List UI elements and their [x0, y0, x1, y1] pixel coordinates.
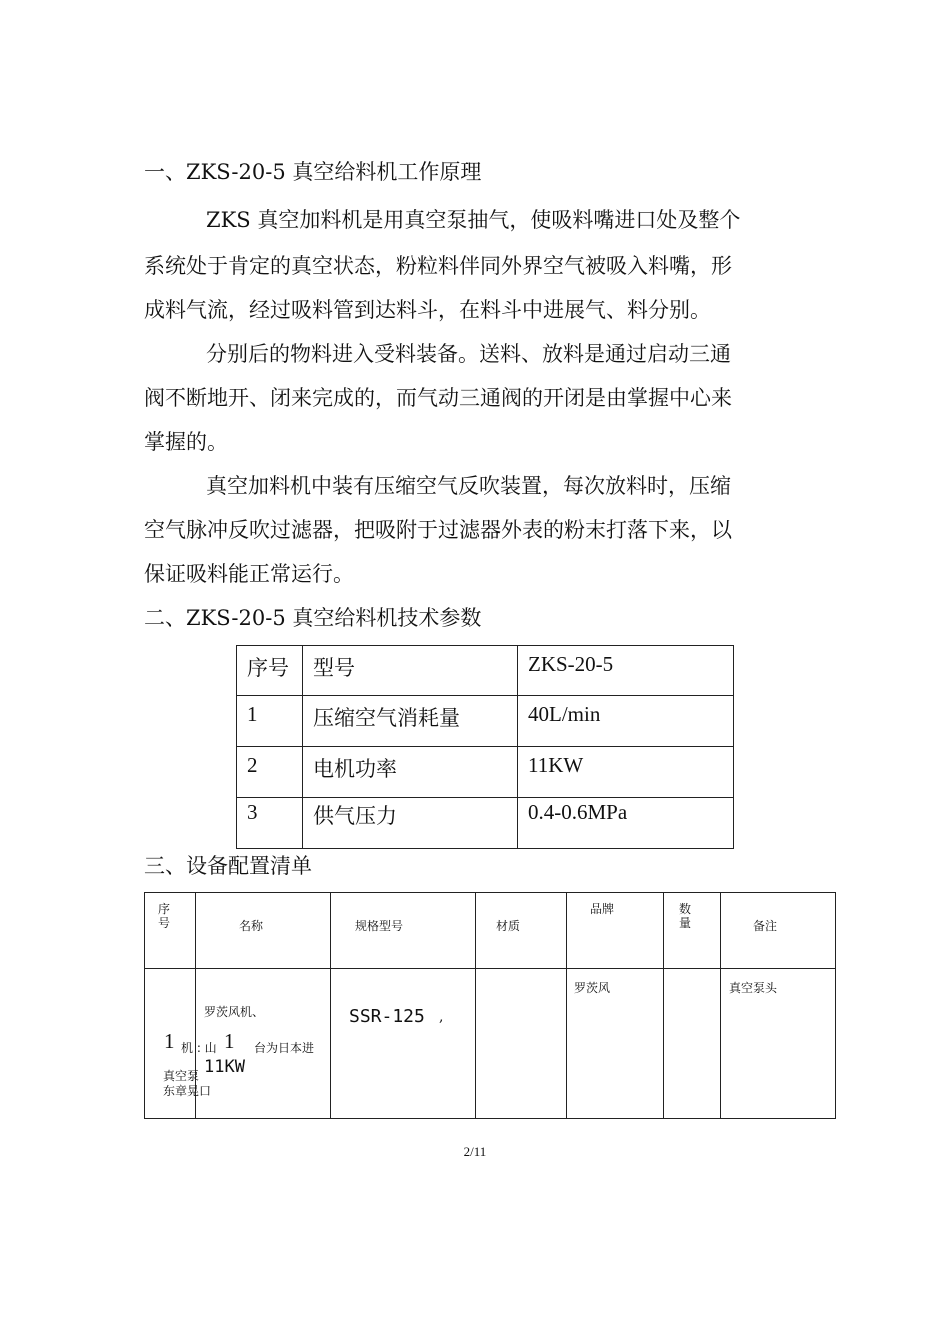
spec-table: [236, 645, 734, 849]
spec-row1-value: 40L/min: [518, 696, 734, 747]
config-row1-remark: 真空泵头: [729, 981, 778, 995]
config-header-model-text: 规格型号: [355, 919, 404, 933]
config-header-qty: [664, 893, 721, 969]
section-title-1: 一、ZKS-20-5 真空给料机工作原理: [144, 160, 482, 184]
config-row1-model: SSR-125: [349, 1006, 425, 1027]
spec-header-seq: 序号: [237, 646, 303, 696]
config-header-seq: [145, 893, 196, 969]
config-header-seq-1: 序: [158, 902, 171, 916]
config-table: [144, 892, 836, 1119]
para1-line1: ZKS 真空加料机是用真空泵抽气，使吸料嘴进口处及整个: [206, 208, 741, 232]
para3-line1: 真空加料机中装有压缩空气反吹装置，每次放料时，压缩: [206, 474, 731, 498]
config-row1-name-power: 11KW: [204, 1057, 245, 1077]
config-row1-model-cell: [331, 969, 476, 1119]
config-row1-name-note: 台为日本进: [254, 1041, 315, 1055]
config-row1-brand: 罗茨风: [574, 981, 611, 995]
config-header-model: [331, 893, 476, 969]
config-header-material-text: 材质: [496, 919, 521, 933]
para2-line1: 分别后的物料进入受料装备。送料、放料是通过启动三通: [206, 342, 731, 366]
config-row1-seq: 1: [164, 1029, 175, 1053]
config-header-row: [145, 893, 836, 969]
spec-row3-seq: 3: [237, 798, 303, 849]
spec-row1-label: 压缩空气消耗量: [303, 696, 518, 747]
spec-header-value: ZKS-20-5: [518, 646, 734, 696]
para1-line2: 系统处于肯定的真空状态，粉粒料伴同外界空气被吸入料嘴，形: [144, 254, 732, 278]
config-row1-model-mark: ,: [439, 1009, 444, 1025]
para2-line2: 阀不断地开、闭来完成的，而气动三通阀的开闭是由掌握中心来: [144, 386, 732, 410]
config-header-qty-1: 数: [679, 902, 692, 916]
config-header-qty-2: 量: [679, 916, 692, 930]
config-header-name: [196, 893, 331, 969]
para1-line3: 成料气流，经过吸料管到达料斗，在料斗中进展气、料分别。: [144, 298, 711, 322]
table-row: [145, 969, 836, 1119]
para3-line2: 空气脉冲反吹过滤器，把吸附于过滤器外表的粉末打落下来，以: [144, 518, 732, 542]
spec-row2-seq: 2: [237, 747, 303, 798]
para3-line3: 保证吸料能正常运行。: [144, 562, 354, 586]
spec-row3-value: 0.4-0.6MPa: [518, 798, 734, 849]
config-header-brand: [567, 893, 664, 969]
config-row1-vacuum: 真空泵: [163, 1069, 200, 1083]
config-row1-name-mid: 机 : 山: [181, 1041, 217, 1055]
spec-table-row: [237, 747, 734, 798]
spec-row3-label: 供气压力: [303, 798, 518, 849]
config-header-name-text: 名称: [239, 919, 264, 933]
config-header-remark-text: 备注: [753, 919, 778, 933]
config-header-remark: [721, 893, 836, 969]
config-row1-name-qty: 1: [224, 1029, 235, 1053]
spec-row2-value: 11KW: [518, 747, 734, 798]
spec-row2-label: 电机功率: [303, 747, 518, 798]
config-header-material: [476, 893, 567, 969]
config-row1-brand-cell: [567, 969, 664, 1119]
config-row1-name-top: 罗茨风机、: [204, 1005, 265, 1019]
spec-row1-seq: 1: [237, 696, 303, 747]
spec-table-row: [237, 798, 734, 849]
config-header-brand-text: 品牌: [590, 902, 615, 916]
spec-header-model: 型号: [303, 646, 518, 696]
config-row1-material-cell: [476, 969, 567, 1119]
section-title-3: 三、设备配置清单: [144, 854, 312, 878]
config-row1-remark-cell: [721, 969, 836, 1119]
config-row1-mfr: 东章晃口: [163, 1084, 212, 1098]
config-row1-qty-cell: [664, 969, 721, 1119]
page-number: 2/11: [463, 1144, 487, 1159]
para2-line3: 掌握的。: [144, 430, 228, 454]
spec-table-row: [237, 696, 734, 747]
section-title-2: 二、ZKS-20-5 真空给料机技术参数: [144, 606, 482, 630]
config-header-seq-2: 号: [158, 916, 171, 930]
spec-table-header-row: [237, 646, 734, 696]
